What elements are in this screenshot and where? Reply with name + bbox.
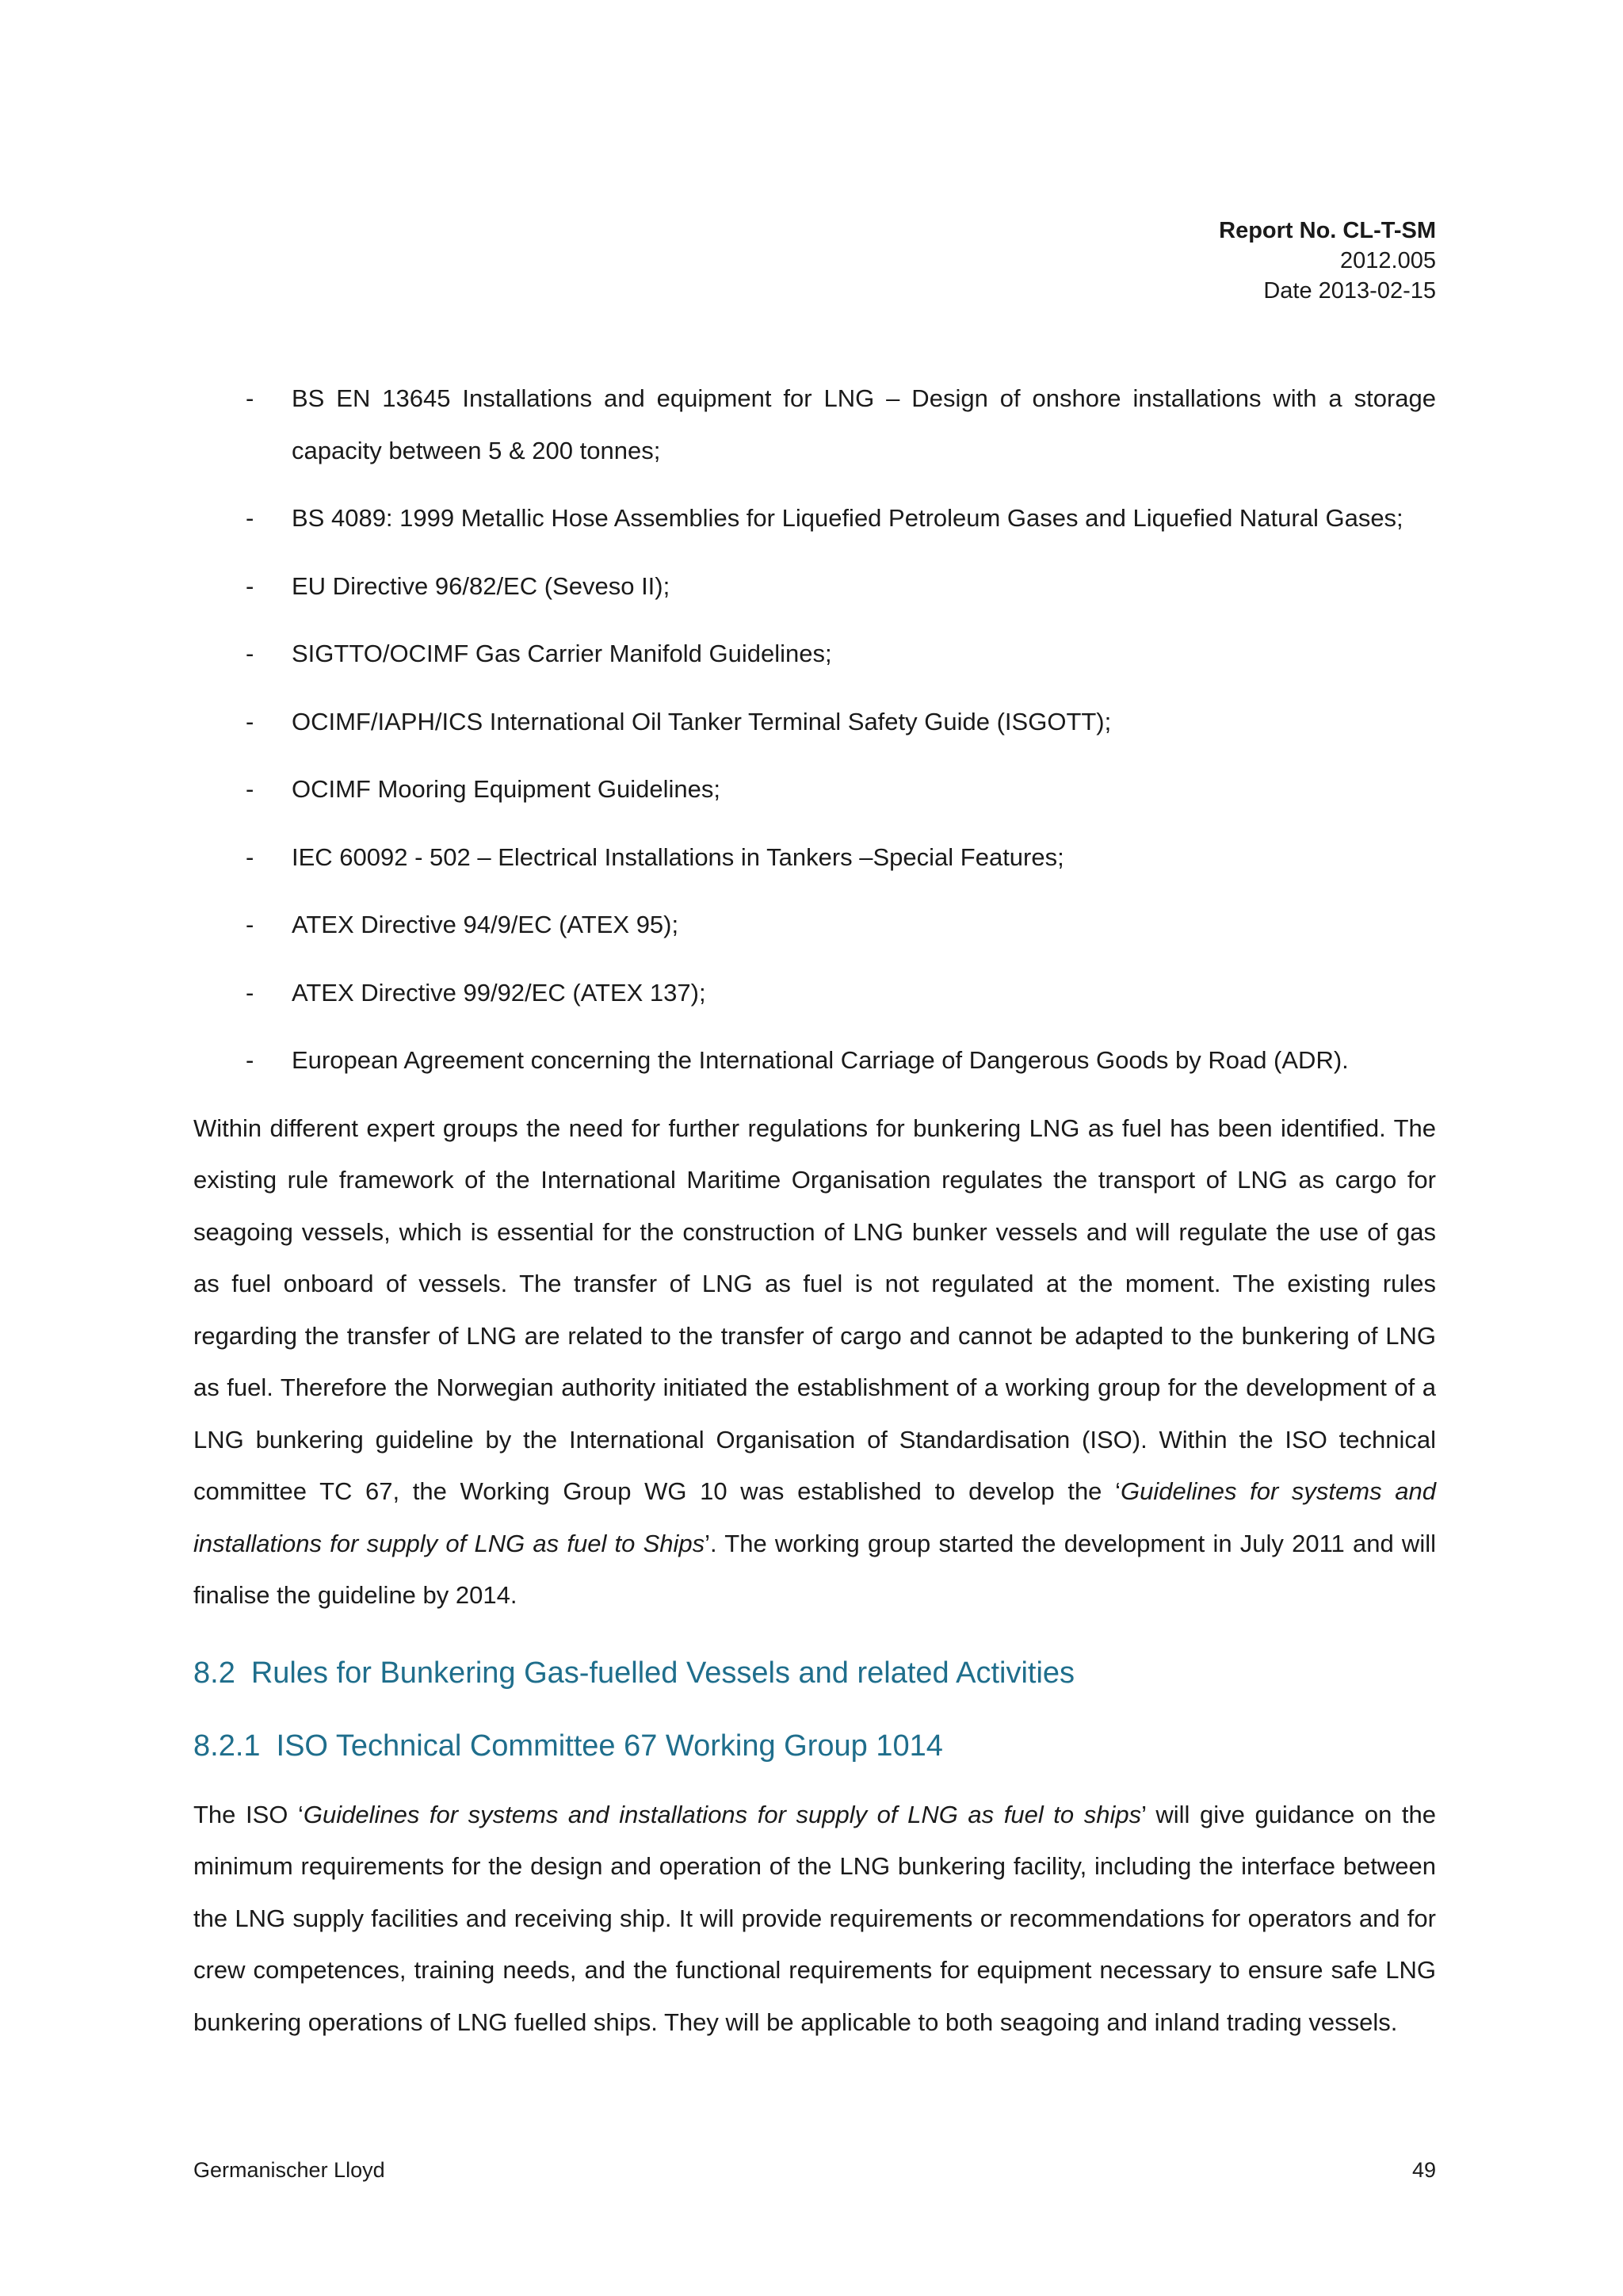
body-paragraph-iso-working-group: Within different expert groups the need for further regulations for bunkering LNG as fuel has been identified. The existing rule framework of the International Maritime Organisation regulates the transport of LNG as cargo for seagoing vessels, which is essential for the construction of LNG bunker vessels and will regulate the use of gas as fuel onboard of vessels. The transfer of LNG as fuel is not regulated at the moment. The existing rules regarding the transfer of LNG are related to the transfer of cargo and cannot be adapted to the bunkering of LNG as fuel. Therefore the Norwegian authority initiated the establishment of a working group for the development of a LNG bunkering guideline by the International Organisation of Standardisation (ISO). Within the ISO technical committee TC 67, the Working Group WG 10 was established to develop the ‘Guidelines for systems and installations for supply of LNG as fuel to Ships’. The working group started the development in July 2011 and will finalise the guideline by 2014.	[193, 1114, 1436, 1609]
bullet-dash: -	[246, 384, 254, 412]
section-heading	[193, 1654, 1436, 1692]
section-title: Rules for Bunkering Gas-fuelled Vessels and related Activities	[250, 1656, 1075, 1690]
report-number-value: 2012.005	[1340, 248, 1436, 273]
page-number: 49	[1411, 2158, 1436, 2182]
bullet-dash: -	[246, 707, 254, 735]
subsection-heading	[193, 1727, 1436, 1765]
guideline-title-italic: Guidelines for systems and installations for supply of LNG as fuel to Ships	[193, 1477, 1436, 1557]
footer-company: Germanischer Lloyd	[193, 2158, 385, 2182]
page-content	[193, 372, 1436, 2048]
list-item: - ATEX Directive 99/92/EC (ATEX 137);	[193, 967, 1436, 1019]
report-header	[1219, 216, 1436, 306]
standards-list	[193, 372, 1436, 1087]
bullet-dash: -	[246, 911, 254, 938]
list-item: - IEC 60092 - 502 – Electrical Installations in Tankers –Special Features;	[193, 831, 1436, 884]
bullet-dash: -	[246, 504, 254, 532]
report-date: Date 2013-02-15	[1263, 278, 1436, 304]
section-number: 8.2	[193, 1656, 235, 1690]
list-item: - OCIMF Mooring Equipment Guidelines;	[193, 763, 1436, 816]
list-item: - ATEX Directive 94/9/EC (ATEX 95);	[193, 899, 1436, 951]
list-item: - OCIMF/IAPH/ICS International Oil Tanker Terminal Safety Guide (ISGOTT);	[193, 696, 1436, 748]
bullet-dash: -	[246, 775, 254, 803]
list-item: - European Agreement concerning the International Carriage of Dangerous Goods by Road (ADR).	[193, 1034, 1436, 1087]
list-item: - EU Directive 96/82/EC (Seveso II);	[193, 560, 1436, 613]
body-paragraph-iso-guidelines: The ISO ‘Guidelines for systems and installations for supply of LNG as fuel to ships’ will give guidance on the minimum requirements for the design and operation of the LNG bunkering facility, including the interface between the LNG supply facilities and receiving ship. It will provide requirements or recommendations for operators and for crew competences, training needs, and the functional requirements for equipment necessary to ensure safe LNG bunkering operations of LNG fuelled ships. They will be applicable to both seagoing and inland trading vessels.	[193, 1800, 1436, 2036]
report-number-label: Report No. CL-T-SM	[1219, 218, 1436, 243]
bullet-dash: -	[246, 1046, 254, 1074]
list-item: - BS 4089: 1999 Metallic Hose Assemblies for Liquefied Petroleum Gases and Liquefied Natural Gases;	[193, 492, 1436, 544]
bullet-dash: -	[246, 640, 254, 667]
subsection-number: 8.2.1	[193, 1729, 261, 1763]
bullet-dash: -	[246, 842, 254, 871]
guideline-title-italic: Guidelines for systems and installations for supply of LNG as fuel to ships	[303, 1800, 1142, 1828]
list-item: - BS EN 13645 Installations and equipment for LNG – Design of onshore installations with a storage capacity between 5 & 200 tonnes;	[193, 372, 1436, 476]
list-item: - SIGTTO/OCIMF Gas Carrier Manifold Guidelines;	[193, 628, 1436, 680]
subsection-title: ISO Technical Committee 67 Working Group 1014	[276, 1729, 943, 1763]
bullet-dash: -	[246, 571, 254, 600]
bullet-dash: -	[246, 978, 254, 1007]
